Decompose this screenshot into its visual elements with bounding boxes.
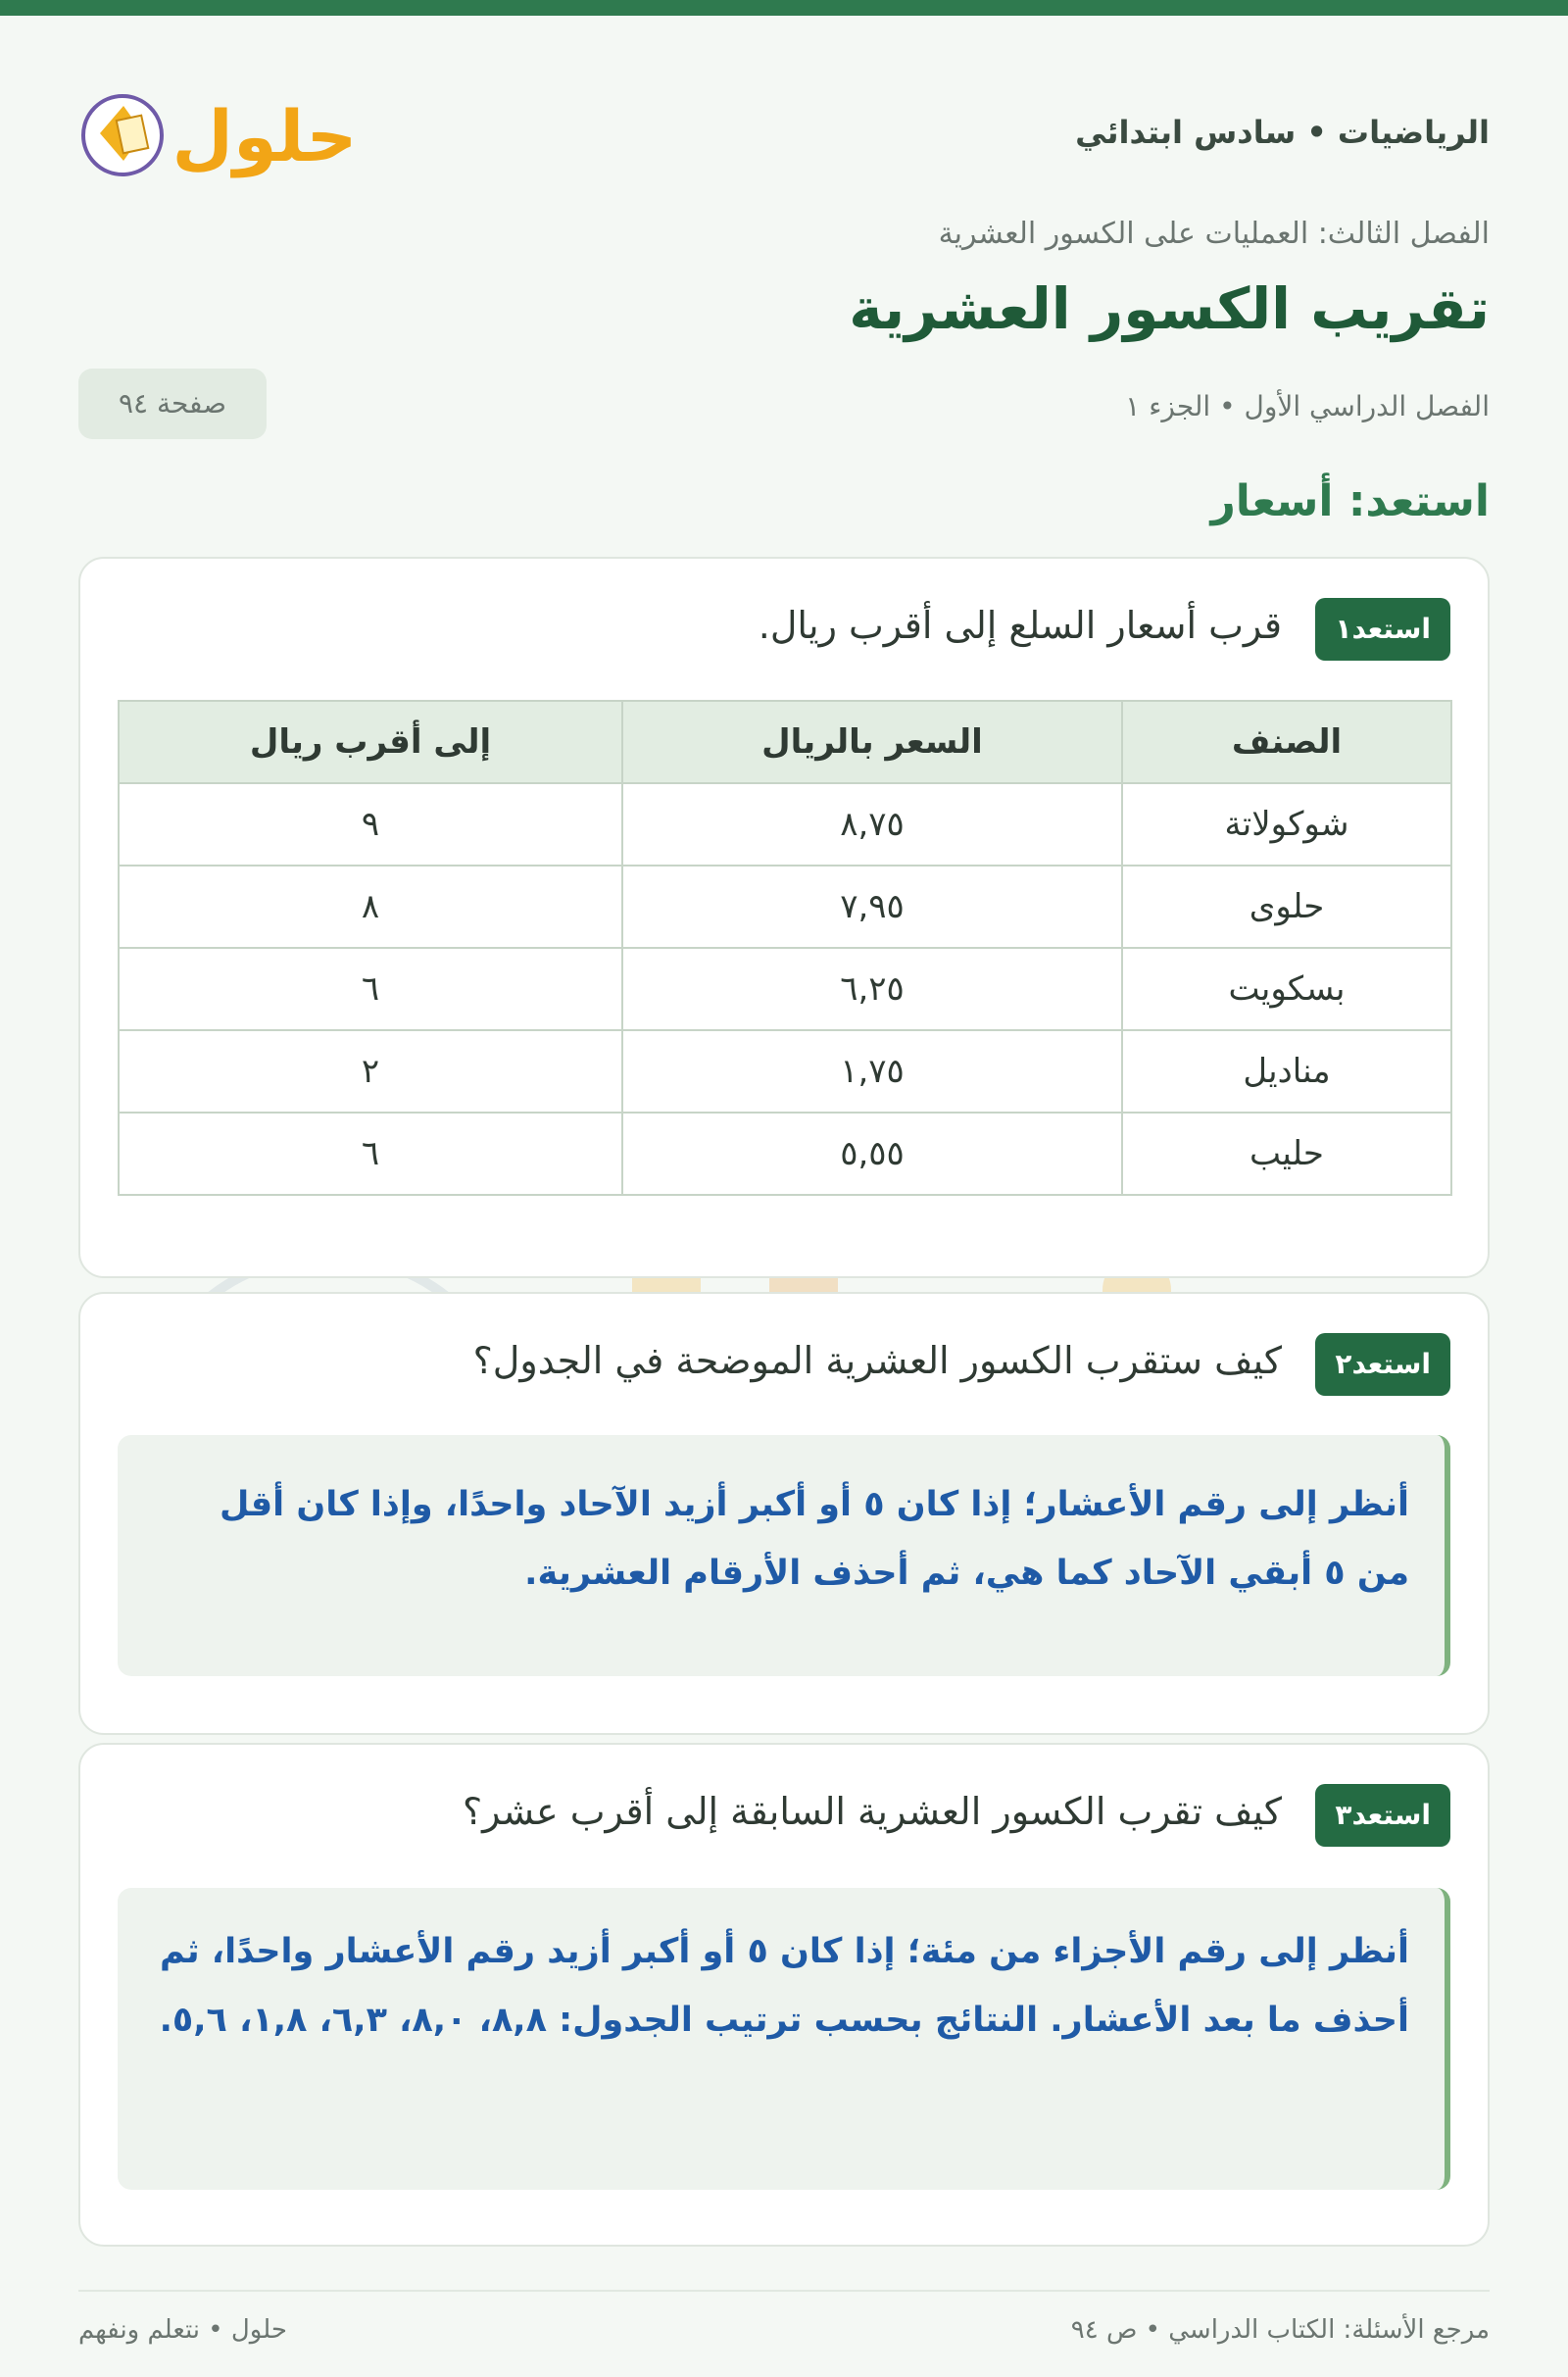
rounded-cell: ٨ (119, 866, 622, 948)
item-cell: بسكويت (1122, 948, 1451, 1030)
question-card-3 (78, 1743, 1490, 2247)
table-row (119, 783, 1451, 866)
top-accent-bar (0, 0, 1568, 16)
question-tag: استعد١ (1315, 598, 1450, 661)
footer-divider (78, 2290, 1490, 2292)
rounded-cell: ٦ (119, 948, 622, 1030)
price-cell: ٧,٩٥ (622, 866, 1122, 948)
table-header-row (119, 701, 1451, 783)
rounded-cell: ٩ (119, 783, 622, 866)
lesson-title: تقريب الكسور العشرية (849, 275, 1490, 342)
column-header-rounded: إلى أقرب ريال (119, 701, 622, 783)
price-cell: ٦,٢٥ (622, 948, 1122, 1030)
rounded-cell: ٦ (119, 1113, 622, 1195)
page-number-badge: صفحة ٩٤ (78, 369, 267, 439)
question-text: قرب أسعار السلع إلى أقرب ريال. (758, 604, 1282, 647)
item-cell: حلوى (1122, 866, 1451, 948)
column-header-item: الصنف (1122, 701, 1451, 783)
chapter-label: الفصل الثالث: العمليات على الكسور العشرية (938, 217, 1490, 251)
question-card-2 (78, 1292, 1490, 1735)
page (0, 16, 1568, 2377)
price-cell: ٨,٧٥ (622, 783, 1122, 866)
table-row (119, 1030, 1451, 1113)
answer-box: أنظر إلى رقم الأعشار؛ إذا كان ٥ أو أكبر أزيد الآحاد واحدًا، وإذا كان أقل من ٥ أبقي الآحاد كما هي، ثم أحذف الأرقام العشرية. (118, 1435, 1450, 1676)
table-row (119, 1113, 1451, 1195)
site-logo[interactable] (78, 74, 372, 192)
term-label: الفصل الدراسي الأول • الجزء ١ (1125, 390, 1490, 422)
question-tag: استعد٣ (1315, 1784, 1450, 1847)
item-cell: شوكولاتة (1122, 783, 1451, 866)
item-cell: مناديل (1122, 1030, 1451, 1113)
prices-table (118, 700, 1452, 1196)
table-row (119, 866, 1451, 948)
table-row (119, 948, 1451, 1030)
answer-box: أنظر إلى رقم الأجزاء من مئة؛ إذا كان ٥ أو أكبر أزيد رقم الأعشار واحدًا، ثم أحذف ما بعد الأعشار. النتائج بحسب ترتيب الجدول: ٨,٨، ٨,٠، ٦,٣، ١,٨، ٥,٦. (118, 1888, 1450, 2190)
question-text: كيف ستقرب الكسور العشرية الموضحة في الجدول؟ (472, 1339, 1282, 1382)
section-title: استعد: أسعار (1210, 476, 1490, 526)
rounded-cell: ٢ (119, 1030, 622, 1113)
logo-wordmark: حلول (172, 95, 358, 177)
question-card-1 (78, 557, 1490, 1278)
page-header (78, 74, 1490, 192)
book-badge-icon (83, 96, 162, 174)
footer-brand: حلول • نتعلم ونفهم (78, 2315, 287, 2345)
question-text: كيف تقرب الكسور العشرية السابقة إلى أقرب عشر؟ (462, 1790, 1282, 1833)
subject-label: الرياضيات • سادس ابتدائي (1075, 114, 1490, 151)
price-cell: ٥,٥٥ (622, 1113, 1122, 1195)
question-tag: استعد٢ (1315, 1333, 1450, 1396)
footer-reference: مرجع الأسئلة: الكتاب الدراسي • ص ٩٤ (1070, 2315, 1490, 2345)
item-cell: حليب (1122, 1113, 1451, 1195)
column-header-price: السعر بالريال (622, 701, 1122, 783)
price-cell: ١,٧٥ (622, 1030, 1122, 1113)
